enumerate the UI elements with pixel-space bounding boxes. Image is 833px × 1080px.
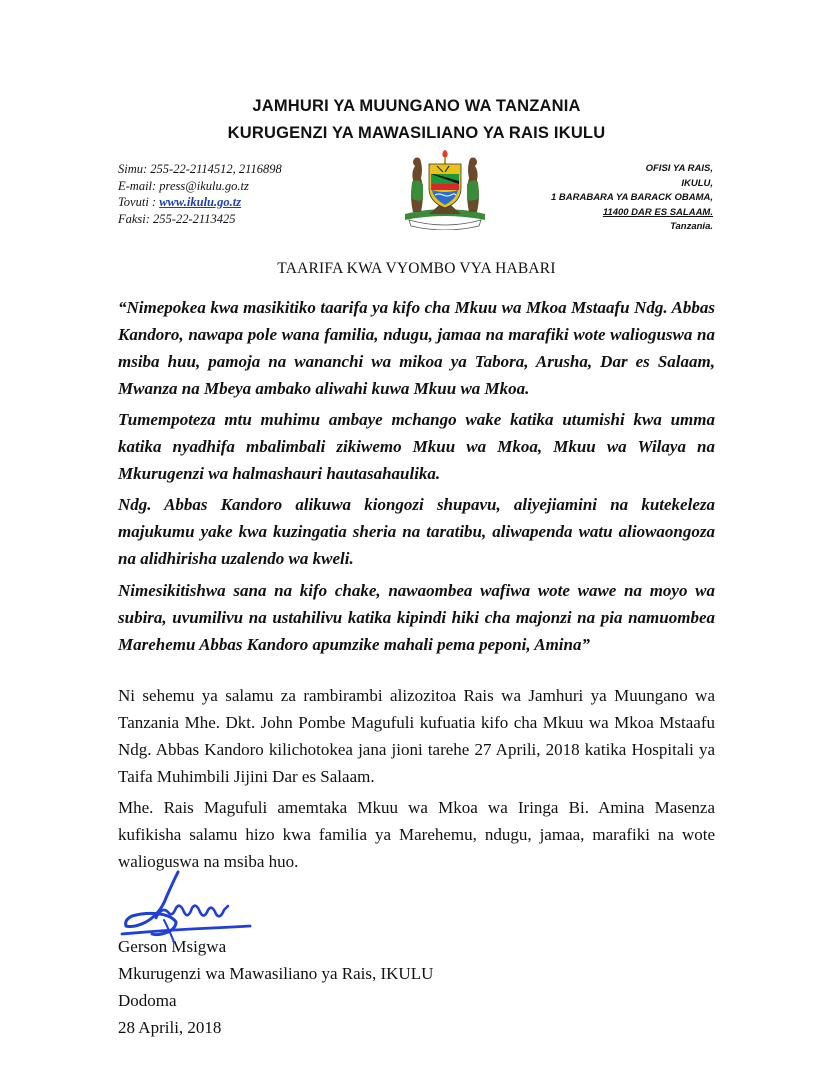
header-directorate: KURUGENZI YA MAWASILIANO YA RAIS IKULU — [227, 124, 606, 142]
signatory-position: Mkurugenzi wa Mawasiliano ya Rais, IKULU — [118, 964, 434, 983]
handwritten-signature — [116, 862, 256, 952]
state-house-line: IKULU, — [681, 177, 713, 189]
website-line — [118, 194, 378, 211]
street-address: 1 BARABARA YA BARACK OBAMA, — [550, 192, 713, 203]
fax-line: Faksi: 255-22-2113425 — [118, 211, 236, 226]
contact-details-left — [118, 161, 378, 227]
quote-paragraph-2: Tumempoteza mtu muhimu ambaye mchango wake katika utumishi kwa umma katika nyadhifa mbalimbali zikiwemo Mkuu wa Mkoa, Mkuu wa Wilaya na Mkurugenzi wa halmashauri hautasahaulika. — [118, 410, 715, 483]
header-republic: JAMHURI YA MUUNGANO WA TANZANIA — [252, 97, 581, 115]
document-title: TAARIFA KWA VYOMBO VYA HABARI — [277, 260, 556, 277]
country-line: Tanzania. — [670, 221, 713, 232]
quote-paragraph-4: Nimesikitishwa sana na kifo chake, nawaombea wafiwa wote wawe na moyo wa subira, uvumilivu na ustahilivu katika kipindi hiki cha majonzi na pia namuombea Marehemu Abbas Kandoro apumzike mahali pema peponi, Amina” — [118, 581, 715, 654]
phone-line: Simu: 255-22-2114512, 2116898 — [118, 162, 282, 176]
postal-code-city: 11400 DAR ES SALAAM. — [602, 206, 713, 218]
body-paragraph-2: Mhe. Rais Magufuli amemtaka Mkuu wa Mkoa wa Iringa Bi. Amina Masenza kufikisha salamu hizo kwa familia ya Marehemu, ndugu, jamaa, marafiki na wote walioguswa na msiba huo. — [118, 798, 715, 871]
signoff-date: 28 Aprili, 2018 — [118, 1018, 222, 1037]
body-paragraph-1: Ni sehemu ya salamu za rambirambi alizozitoa Rais wa Jamhuri ya Muungano wa Tanzania Mhe. Dkt. John Pombe Magufuli kufuatia kifo cha Mkuu wa Mkoa Mstaafu Ndg. Abbas Kandoro kilichotokea jana jioni tarehe 27 Aprili, 2018 katika Hospitali ya Taifa Muhimbili Jijini Dar es Salaam. — [118, 686, 715, 786]
signoff-place: Dodoma — [118, 991, 177, 1010]
quote-paragraph-1: “Nimepokea kwa masikitiko taarifa ya kifo cha Mkuu wa Mkoa Mstaafu Ndg. Abbas Kandoro, nawapa pole wana familia, ndugu, jamaa na marafiki wote walioguswa na msiba huu, pamoja na wananchi wa mikoa ya Tabora, Arusha, Dar es Salaam, Mwanza na Mbeya ambako aliwahi kuwa Mkuu wa Mkoa. — [118, 298, 715, 398]
signatory-name: Gerson Msigwa — [118, 937, 227, 956]
email-line: E-mail: press@ikulu.go.tz — [118, 178, 249, 193]
website-label: Tovuti : — [118, 195, 160, 209]
office-line: OFISI YA RAIS, — [645, 163, 713, 174]
contact-details-right — [453, 162, 713, 235]
quote-paragraph-3: Ndg. Abbas Kandoro alikuwa kiongozi shupavu, aliyejiamini na kutekeleza majukumu yake kwa kuzingatia sheria na taratibu, aliwapenda watu aliowaongoza na alidhirisha uzalendo wa kweli. — [118, 495, 715, 568]
website-link[interactable]: www.ikulu.go.tz — [159, 195, 242, 209]
